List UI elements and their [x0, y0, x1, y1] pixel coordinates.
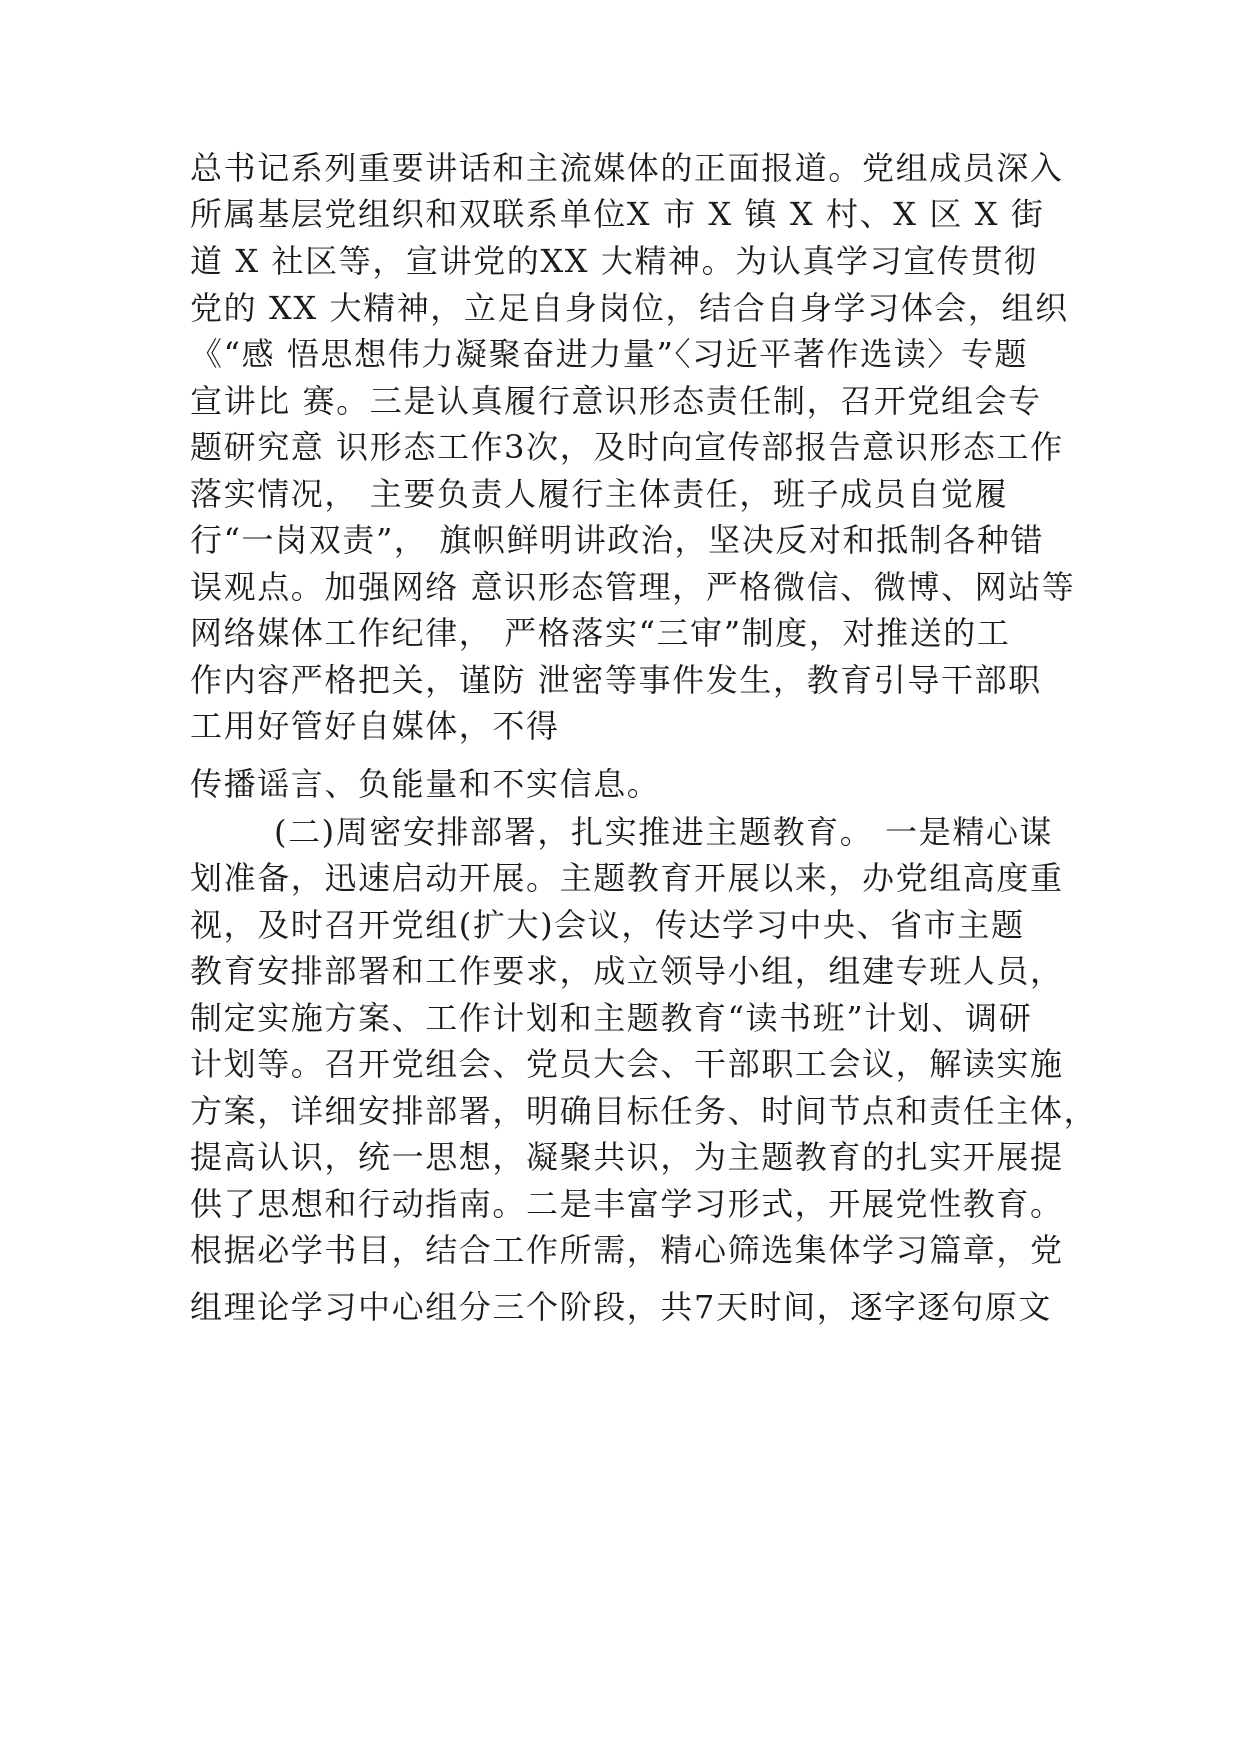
text-line: 组理论学习中心组分三个阶段，共7天时间，逐字逐句原文: [190, 1288, 1052, 1326]
section-heading-line: (二)周密安排部署，扎实推进主题教育。 一是精心谋: [274, 813, 1054, 851]
text-line: 传播谣言、负能量和不实信息。: [190, 765, 661, 803]
text-line: 提高认识，统一思想，凝聚共识，为主题教育的扎实开展提: [190, 1138, 1064, 1176]
text-line: 作内容严格把关，谨防 泄密等事件发生，教育引导干部职: [190, 661, 1042, 699]
text-line: 行“一岗双责”， 旗帜鲜明讲政治，坚决反对和抵制各种错: [190, 521, 1045, 559]
text-line: 落实情况， 主要负责人履行主体责任，班子成员自觉履: [190, 475, 1009, 513]
text-line: 题研究意 识形态工作3次，及时向宣传部报告意识形态工作: [190, 428, 1064, 466]
text-line: 根据必学书目，结合工作所需，精心筛选集体学习篇章，党: [190, 1231, 1064, 1269]
text-line: 党的 XX 大精神，立足自身岗位，结合自身学习体会，组织: [190, 289, 1069, 327]
text-line: 教育安排部署和工作要求，成立领导小组，组建专班人员，: [190, 952, 1064, 990]
text-line: 方案，详细安排部署，明确目标任务、时间节点和责任主体，: [190, 1092, 1098, 1130]
text-line: 《“感 悟思想伟力凝聚奋进力量”〈习近平著作选读〉专题: [190, 335, 1029, 373]
text-line: 供了思想和行动指南。二是丰富学习形式，开展党性教育。: [190, 1185, 1064, 1223]
text-line: 道 X 社区等，宣讲党的XX 大精神。为认真学习宣传贯彻: [190, 242, 1038, 280]
text-line: 网络媒体工作纪律， 严格落实“三审”制度，对推送的工: [190, 614, 1011, 652]
text-line: 计划等。召开党组会、党员大会、干部职工会议，解读实施: [190, 1045, 1064, 1083]
text-line: 所属基层党组织和双联系单位X 市 X 镇 X 村、X 区 X 街: [190, 195, 1045, 233]
text-line: 宣讲比 赛。三是认真履行意识形态责任制，召开党组会专: [190, 382, 1042, 420]
text-line: 误观点。加强网络 意识形态管理，严格微信、微博、网站等: [190, 568, 1076, 606]
text-line: 制定实施方案、工作计划和主题教育“读书班”计划、调研: [190, 999, 1033, 1037]
text-line: 划准备，迅速启动开展。主题教育开展以来，办党组高度重: [190, 859, 1064, 897]
text-line: 工用好管好自媒体，不得: [190, 707, 560, 745]
text-line: 视，及时召开党组(扩大)会议，传达学习中央、省市主题: [190, 906, 1025, 944]
text-line: 总书记系列重要讲话和主流媒体的正面报道。党组成员深入: [190, 149, 1064, 187]
